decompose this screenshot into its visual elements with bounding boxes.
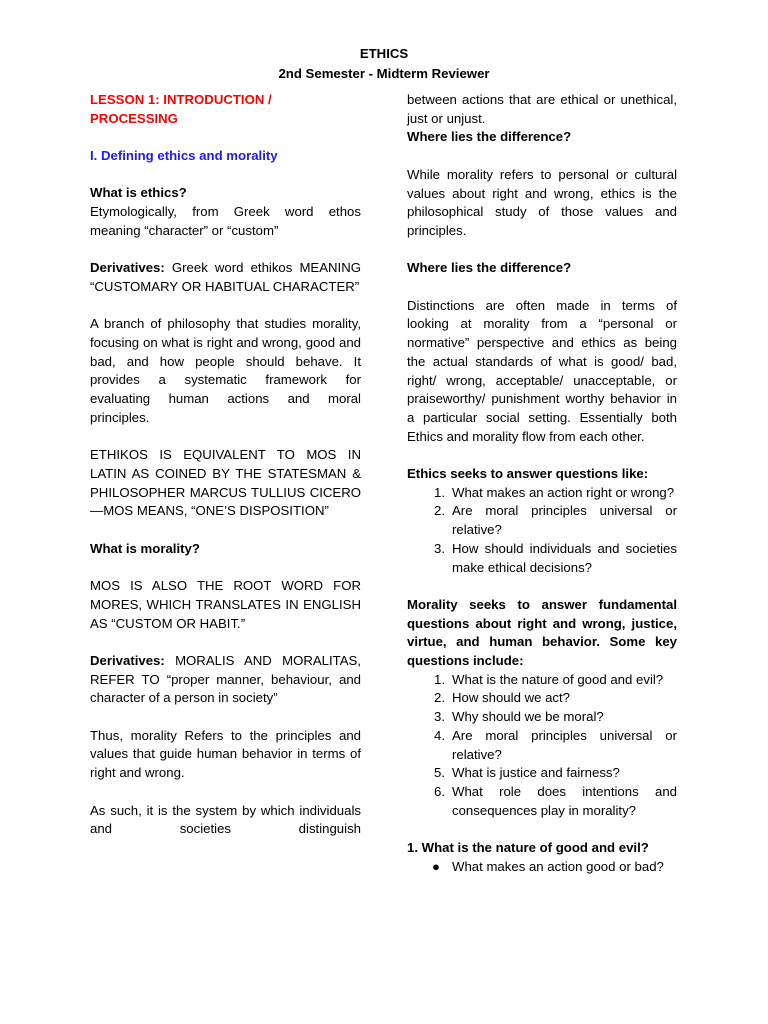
list-item: 3. How should individuals and societies make ethical decisions? <box>434 540 677 575</box>
list-item: 2. Are moral principles universal or relative? <box>434 503 677 538</box>
ethics-derivatives <box>90 259 361 296</box>
morality-definition-paragraph: Thus, morality Refers to the principles and values that guide human behavior in terms of right and wrong. <box>90 727 361 781</box>
derivatives-label: Derivatives: <box>90 260 165 276</box>
difference-heading: Where lies the difference? <box>407 260 572 276</box>
lesson-title <box>90 91 361 128</box>
ethics-question-heading: What is ethics? <box>90 185 187 201</box>
distinctions-paragraph: Distinctions are often made in terms of looking at morality from a “personal or normative” perspective and ethics as being the actual standards of what is good/ bad, right/ wrong, acceptable/ unacceptable, or praiseworthy/ punishment worthy behavior in a particular social setting. Essentially both Ethics and morality flow from each other. <box>407 297 677 444</box>
derivatives-text: MORALIS AND MORALITAS, REFER TO “proper manner, behaviour, and character of a person in society” <box>90 652 361 706</box>
list-item: 2. How should we act? <box>434 690 571 706</box>
document-header <box>0 44 768 84</box>
morality-question-heading: What is morality? <box>90 540 200 556</box>
continued-paragraph: between actions that are ethical or unethical, just or unjust. <box>407 92 677 126</box>
right-column <box>407 91 677 876</box>
list-item: 4. Are moral principles universal or relative? <box>434 727 677 762</box>
morality-questions-list <box>407 671 677 821</box>
ethikos-paragraph: ETHIKOS IS EQUIVALENT TO MOS IN LATIN AS COINED BY THE STATESMAN & PHILOSOPHER MARCUS TULLIUS CICERO—MOS MEANS, “ONE’S DISPOSITION” <box>90 447 361 519</box>
list-item: 5. What is justice and fairness? <box>434 765 620 781</box>
nature-bullet-list <box>407 858 677 877</box>
ethics-questions-list <box>407 484 677 578</box>
difference-heading: Where lies the difference? <box>407 129 572 145</box>
list-item: ● What makes an action good or bad? <box>407 858 677 877</box>
document-title: ETHICS <box>359 46 409 61</box>
as-such-paragraph: As such, it is the system by which individuals and societies distinguish <box>90 802 361 837</box>
list-item: 1. What is the nature of good and evil? <box>434 671 664 687</box>
lesson-title-line-2: PROCESSING <box>90 110 178 126</box>
ethics-etymology: Etymologically, from Greek word ethos meaning “character” or “custom” <box>90 204 361 238</box>
list-item: 1. What makes an action right or wrong? <box>434 484 675 500</box>
derivatives-text: Greek word ethikos MEANING “CUSTOMARY OR HABITUAL CHARACTER” <box>90 260 361 294</box>
lesson-title-line-1: LESSON 1: INTRODUCTION / <box>90 92 272 107</box>
ethics-branch-paragraph: A branch of philosophy that studies morality, focusing on what is right and wrong, good and bad, and how people should behave. It provides a systematic framework for evaluating human actions and moral principles. <box>90 316 361 425</box>
morality-vs-ethics-paragraph: While morality refers to personal or cultural values about right and wrong, ethics is the philosophical study of those values and principles. <box>407 166 677 238</box>
list-item: 3. Why should we be moral? <box>434 709 604 725</box>
bullet-icon: ● <box>432 858 440 874</box>
ethics-seeks-heading: Ethics seeks to answer questions like: <box>407 466 649 481</box>
left-column <box>90 91 361 839</box>
nature-heading: 1. What is the nature of good and evil? <box>407 840 649 856</box>
mos-paragraph: MOS IS ALSO THE ROOT WORD FOR MORES, WHICH TRANSLATES IN ENGLISH AS “CUSTOM OR HABIT.” <box>90 578 361 631</box>
derivatives-label: Derivatives: <box>90 652 165 668</box>
document-subtitle: 2nd Semester - Midterm Reviewer <box>278 66 490 81</box>
section-heading: I. Defining ethics and morality <box>90 148 278 164</box>
morality-seeks-heading: Morality seeks to answer fundamental questions about right and wrong, justice, virtue, and human behavior. Some key questions include: <box>407 596 677 669</box>
morality-derivatives <box>90 652 361 708</box>
list-item: 6. What role does intentions and consequences play in morality? <box>434 783 677 818</box>
